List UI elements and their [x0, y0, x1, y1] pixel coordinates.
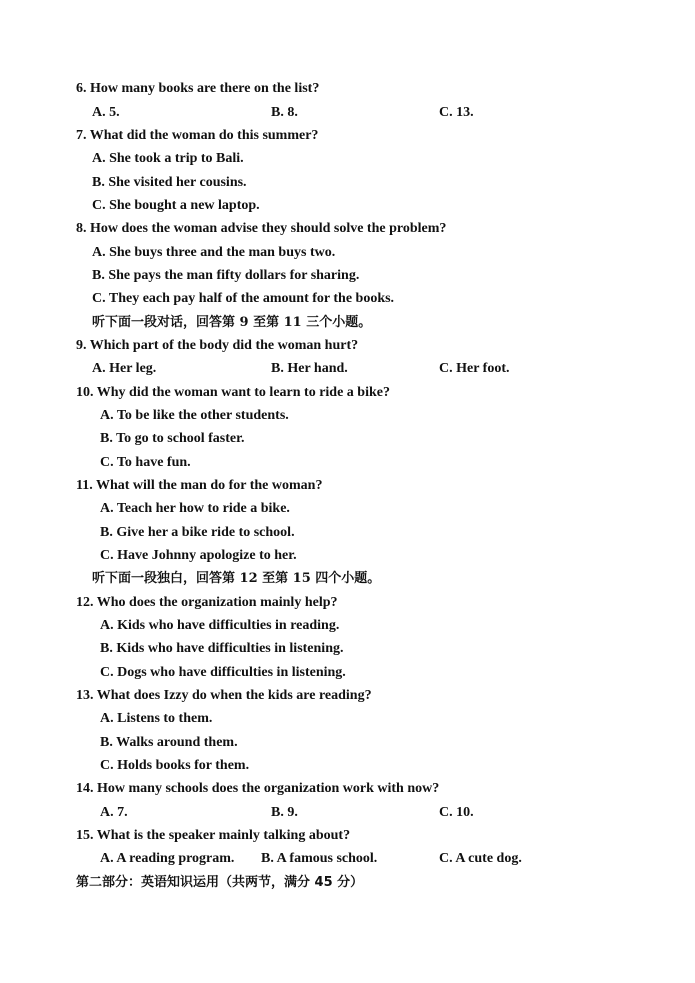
question-11-stem: 11. What will the man do for the woman?	[76, 478, 323, 493]
question-8-stem: 8. How does the woman advise they should solve the problem?	[76, 221, 447, 236]
instruction-9-11: 听下面一段对话，回答第 9 至第 11 三个小题。	[92, 315, 372, 330]
question-9-options	[92, 360, 612, 378]
question-13-stem: 13. What does Izzy do when the kids are reading?	[76, 688, 372, 703]
question-6-options	[92, 104, 612, 122]
question-12-option-b: B. Kids who have difficulties in listening.	[100, 641, 344, 656]
option-c: C. 10.	[439, 805, 474, 820]
question-12-option-c: C. Dogs who have difficulties in listening.	[100, 665, 346, 680]
question-11-option-b: B. Give her a bike ride to school.	[100, 525, 295, 540]
question-9-stem: 9. Which part of the body did the woman hurt?	[76, 338, 359, 353]
option-a: A. 7.	[100, 805, 128, 820]
question-13-option-a: A. Listens to them.	[100, 711, 213, 726]
option-a: A. Her leg.	[92, 361, 157, 376]
instruction-12-15: 听下面一段独白，回答第 12 至第 15 四个小题。	[92, 571, 381, 586]
option-b: B. Her hand.	[271, 361, 348, 376]
question-8-option-b: B. She pays the man fifty dollars for sharing.	[92, 268, 360, 283]
option-c: C. A cute dog.	[439, 851, 522, 866]
option-c: C. 13.	[439, 105, 474, 120]
question-10-option-a: A. To be like the other students.	[100, 408, 289, 423]
question-15-stem: 15. What is the speaker mainly talking about?	[76, 828, 351, 843]
question-13-option-b: B. Walks around them.	[100, 735, 238, 750]
question-11-option-c: C. Have Johnny apologize to her.	[100, 548, 297, 563]
option-b: B. 8.	[271, 105, 298, 120]
question-7-option-a: A. She took a trip to Bali.	[92, 151, 244, 166]
question-7-option-b: B. She visited her cousins.	[92, 175, 247, 190]
question-12-stem: 12. Who does the organization mainly help?	[76, 595, 338, 610]
question-8-option-a: A. She buys three and the man buys two.	[92, 245, 336, 260]
question-7-stem: 7. What did the woman do this summer?	[76, 128, 319, 143]
option-c: C. Her foot.	[439, 361, 510, 376]
option-a: A. A reading program.	[100, 851, 235, 866]
question-15-options	[100, 850, 640, 868]
section-two-heading: 第二部分：英语知识运用（共两节，满分 45 分）	[76, 875, 364, 890]
option-b: B. A famous school.	[261, 851, 378, 866]
question-7-option-c: C. She bought a new laptop.	[92, 198, 260, 213]
question-13-option-c: C. Holds books for them.	[100, 758, 250, 773]
question-14-options	[100, 804, 620, 822]
question-12-option-a: A. Kids who have difficulties in reading.	[100, 618, 340, 633]
question-10-stem: 10. Why did the woman want to learn to ride a bike?	[76, 385, 390, 400]
option-b: B. 9.	[271, 805, 298, 820]
question-10-option-b: B. To go to school faster.	[100, 431, 245, 446]
question-11-option-a: A. Teach her how to ride a bike.	[100, 501, 290, 516]
question-8-option-c: C. They each pay half of the amount for the books.	[92, 291, 395, 306]
question-10-option-c: C. To have fun.	[100, 455, 191, 470]
question-14-stem: 14. How many schools does the organization work with now?	[76, 781, 440, 796]
question-6-stem: 6. How many books are there on the list?	[76, 81, 320, 96]
option-a: A. 5.	[92, 105, 120, 120]
